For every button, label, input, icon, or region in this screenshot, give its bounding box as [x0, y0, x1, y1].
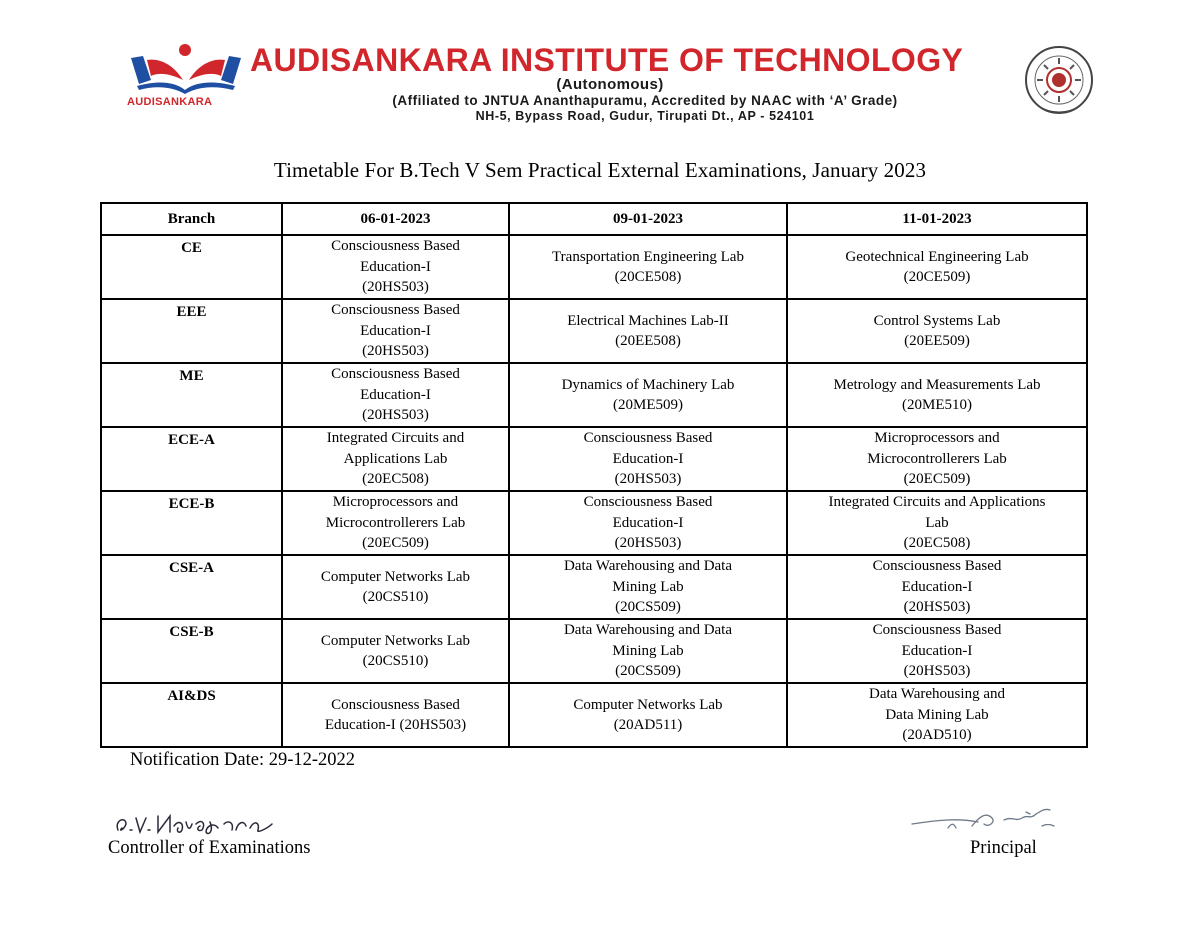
- institute-address: NH-5, Bypass Road, Gudur, Tirupati Dt., AP - 524101: [475, 109, 815, 123]
- exam-cell: [787, 619, 1087, 683]
- branch-cell: CE: [101, 235, 282, 299]
- exam-cell: [509, 491, 787, 555]
- branch-cell: AI&DS: [101, 683, 282, 747]
- exam-subject-text: Control Systems Lab (20EE509): [873, 312, 1001, 349]
- exam-subject-text: Consciousness Based Education-I (20HS503): [872, 622, 1002, 680]
- exam-subject-text: Consciousness Based Education-I (20HS503): [331, 302, 460, 360]
- controller-of-examinations-label: Controller of Examinations: [108, 838, 311, 858]
- exam-subject-text: Data Warehousing and Data Mining Lab (20CS509): [563, 558, 733, 616]
- exam-subject-text: Microprocessors and Microcontrollerers Lab (20EC509): [867, 430, 1007, 488]
- exam-subject-text: Geotechnical Engineering Lab (20CE509): [845, 248, 1029, 285]
- exam-cell: [509, 363, 787, 427]
- exam-cell: [282, 683, 509, 747]
- institute-name: AUDISANKARA INSTITUTE OF TECHNOLOGY: [250, 42, 964, 78]
- exam-cell: [787, 555, 1087, 619]
- exam-cell: [282, 491, 509, 555]
- exam-cell: [282, 363, 509, 427]
- university-seal: [1016, 44, 1102, 122]
- branch-cell: CSE-B: [101, 619, 282, 683]
- table-row: [101, 235, 1087, 299]
- exam-cell: [509, 299, 787, 363]
- table-row: [101, 299, 1087, 363]
- exam-cell: [509, 683, 787, 747]
- principal-label: Principal: [970, 838, 1037, 858]
- branch-cell: ECE-B: [101, 491, 282, 555]
- exam-subject-text: Dynamics of Machinery Lab (20ME509): [561, 376, 735, 413]
- exam-subject-text: Integrated Circuits and Applications Lab (20EC508): [326, 430, 465, 488]
- handwritten-signature-icon: [112, 808, 292, 840]
- column-header-branch: Branch: [101, 203, 282, 235]
- letterhead: [120, 40, 1110, 130]
- branch-cell: EEE: [101, 299, 282, 363]
- exam-subject-text: Electrical Machines Lab-II (20EE508): [567, 312, 729, 349]
- table-row: [101, 555, 1087, 619]
- jntua-seal-icon: [1016, 44, 1102, 122]
- column-header-date: 11-01-2023: [787, 203, 1087, 235]
- table-row: [101, 363, 1087, 427]
- branch-cell: CSE-A: [101, 555, 282, 619]
- principal-signature: [908, 806, 1068, 836]
- exam-cell: [787, 235, 1087, 299]
- branch-cell: ECE-A: [101, 427, 282, 491]
- institute-logo: [125, 40, 247, 112]
- notification-date: Notification Date: 29-12-2022: [130, 750, 356, 770]
- exam-cell: [509, 235, 787, 299]
- exam-subject-text: Transportation Engineering Lab (20CE508): [552, 248, 744, 285]
- exam-cell: [787, 299, 1087, 363]
- exam-cell: [509, 555, 787, 619]
- exam-subject-text: Consciousness Based Education-I (20HS503): [872, 558, 1002, 616]
- handwritten-signature-icon: [908, 806, 1068, 836]
- exam-subject-text: Computer Networks Lab (20CS510): [320, 568, 471, 605]
- exam-subject-text: Integrated Circuits and Applications Lab (20EC508): [828, 494, 1046, 552]
- exam-cell: [282, 235, 509, 299]
- column-header-date: 09-01-2023: [509, 203, 787, 235]
- exam-cell: [509, 427, 787, 491]
- exam-subject-text: Computer Networks Lab (20CS510): [320, 632, 471, 669]
- exam-subject-text: Data Warehousing and Data Mining Lab (20CS509): [563, 622, 733, 680]
- exam-subject-text: Microprocessors and Microcontrollerers Lab (20EC509): [325, 494, 466, 552]
- page-title: Timetable For B.Tech V Sem Practical External Examinations, January 2023: [273, 158, 927, 182]
- institute-status: (Autonomous): [556, 76, 664, 93]
- exam-subject-text: Consciousness Based Education-I (20HS503): [331, 238, 460, 296]
- exam-subject-text: Metrology and Measurements Lab (20ME510): [833, 376, 1041, 413]
- exam-cell: [787, 491, 1087, 555]
- exam-cell: [282, 555, 509, 619]
- table-row: [101, 491, 1087, 555]
- timetable: [100, 202, 1088, 748]
- exam-cell: [282, 619, 509, 683]
- logo-brand-text: AUDISANKARA: [127, 96, 213, 108]
- table-header-row: [101, 203, 1087, 235]
- table-row: [101, 683, 1087, 747]
- branch-cell: ME: [101, 363, 282, 427]
- table-row: [101, 427, 1087, 491]
- controller-signature: [112, 808, 292, 840]
- exam-subject-text: Computer Networks Lab (20AD511): [573, 696, 723, 733]
- exam-cell: [509, 619, 787, 683]
- exam-subject-text: Consciousness Based Education-I (20HS503): [583, 494, 713, 552]
- exam-subject-text: Consciousness Based Education-I (20HS503): [324, 696, 467, 733]
- exam-cell: [282, 299, 509, 363]
- exam-cell: [787, 427, 1087, 491]
- column-header-date: 06-01-2023: [282, 203, 509, 235]
- exam-cell: [282, 427, 509, 491]
- table-body: [101, 235, 1087, 747]
- exam-cell: [787, 683, 1087, 747]
- open-book-logo-icon: [125, 40, 247, 96]
- table-row: [101, 619, 1087, 683]
- exam-subject-text: Consciousness Based Education-I (20HS503): [331, 366, 460, 424]
- exam-subject-text: Consciousness Based Education-I (20HS503): [583, 430, 713, 488]
- exam-cell: [787, 363, 1087, 427]
- institute-affiliation: (Affiliated to JNTUA Ananthapuramu, Accredited by NAAC with ‘A’ Grade): [392, 93, 898, 108]
- exam-subject-text: Data Warehousing and Data Mining Lab (20AD510): [869, 686, 1005, 744]
